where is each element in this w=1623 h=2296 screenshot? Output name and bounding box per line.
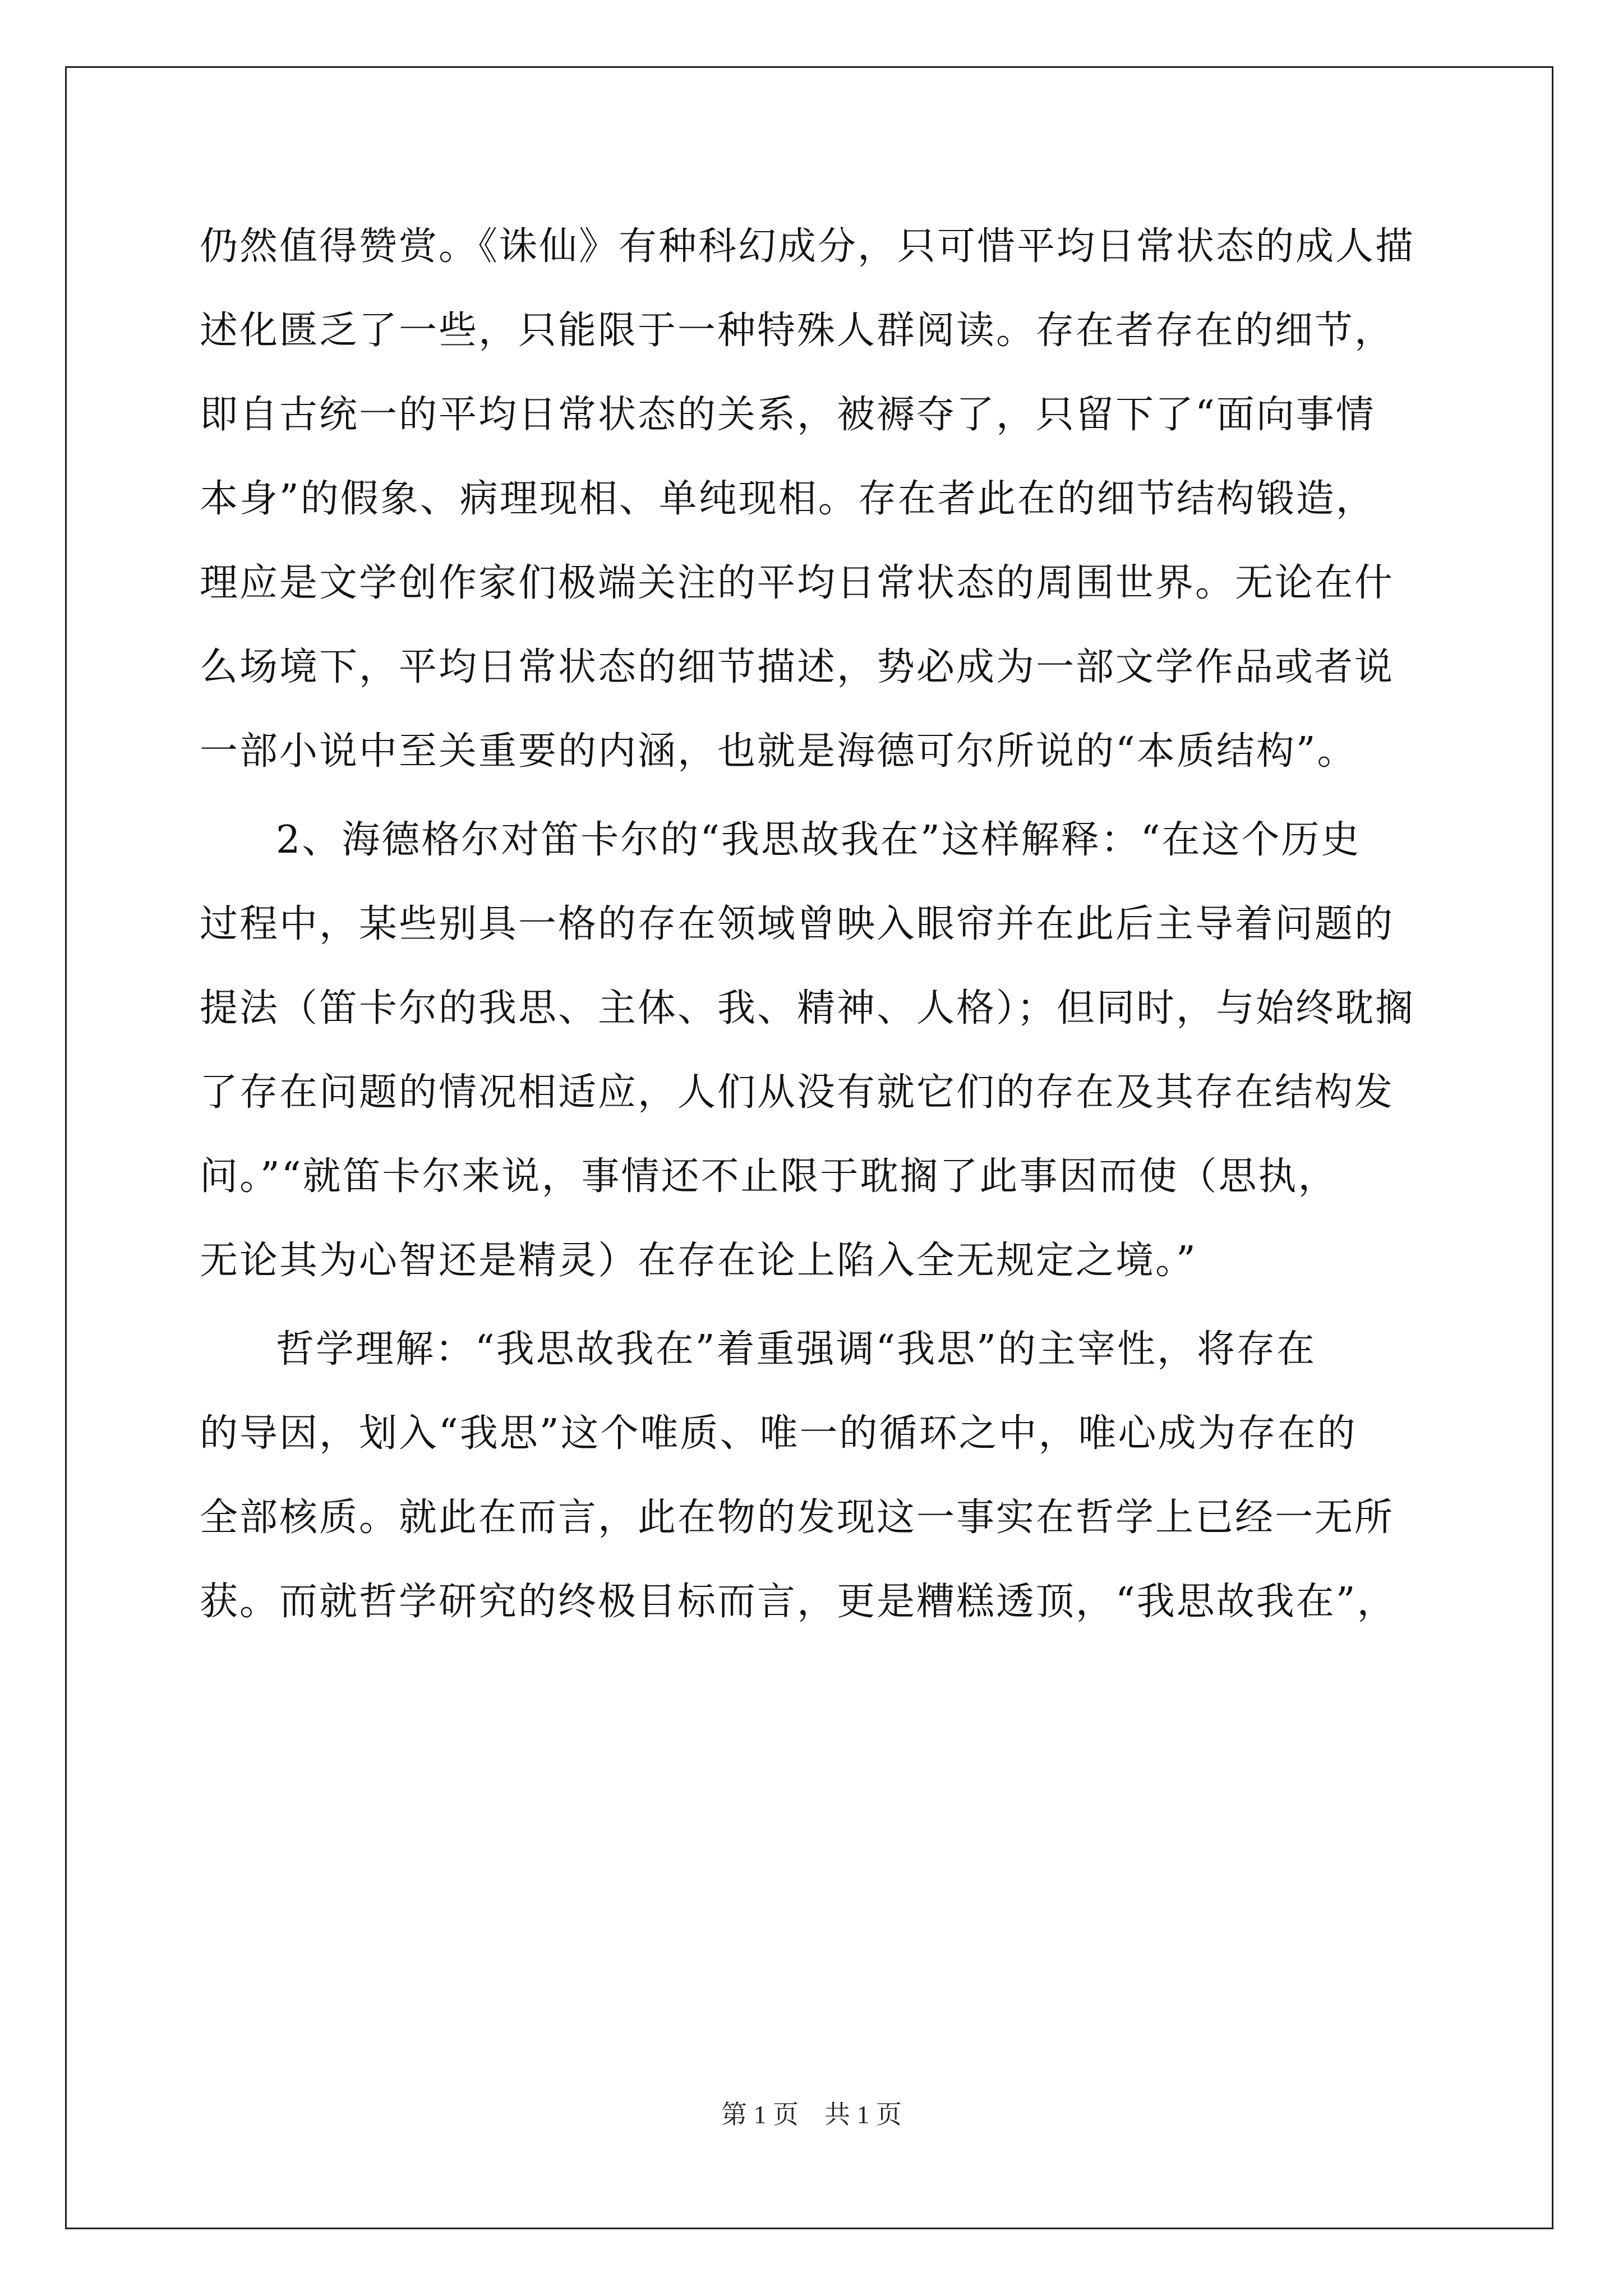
text-line: 理应是文学创作家们极端关注的平均日常状态的周围世界。无论在什: [200, 561, 1395, 605]
text-line: 仍然值得赞赏。《诛仙》有种科幻成分，只可惜平均日常状态的成人描: [200, 224, 1415, 269]
text-line: 获。而就哲学研究的终极目标而言，更是糟糕透顶，“我思故我在”，: [200, 1580, 1397, 1624]
text-line: 提法（笛卡尔的我思、主体、我、精神、人格）；但同时，与始终耽搁: [200, 986, 1415, 1030]
text-line: 本身”的假象、病理现相、单纯现相。存在者此在的细节结构锻造，: [200, 477, 1376, 521]
paragraph-first-line: 哲学理解：“我思故我在”着重强调“我思”的主宰性，将存在: [276, 1327, 1317, 1372]
text-line: 问。”“就笛卡尔来说，事情还不止限于耽搁了此事因而使（思执，: [200, 1154, 1338, 1199]
text-line: 了存在问题的情况相适应，人们从没有就它们的存在及其存在结构发: [200, 1070, 1395, 1115]
text-line: 述化匮乏了一些，只能限于一种特殊人群阅读。存在者存在的细节，: [200, 309, 1395, 353]
text-line: 的导因，划入“我思”这个唯质、唯一的循环之中，唯心成为存在的: [200, 1411, 1357, 1456]
text-line: 过程中，某些别具一格的存在领域曾映入眼帘并在此后主导着问题的: [200, 902, 1395, 946]
text-line: 即自古统一的平均日常状态的关系，被褥夺了，只留下了“面向事情: [200, 393, 1376, 437]
text-line: 么场境下，平均日常状态的细节描述，势必成为一部文学作品或者说: [200, 645, 1395, 689]
text-line: 全部核质。就此在而言，此在物的发现这一事实在哲学上已经一无所: [200, 1496, 1395, 1540]
page-number-footer: 第 1 页 共 1 页: [721, 2100, 902, 2129]
paragraph-first-line: 2、海德格尔对笛卡尔的“我思故我在”这样解释：“在这个历史: [276, 818, 1361, 862]
text-line: 无论其为心智还是精灵）在存在论上陷入全无规定之境。”: [200, 1239, 1197, 1283]
text-line: 一部小说中至关重要的内涵，也就是海德可尔所说的“本质结构”。: [200, 729, 1357, 774]
